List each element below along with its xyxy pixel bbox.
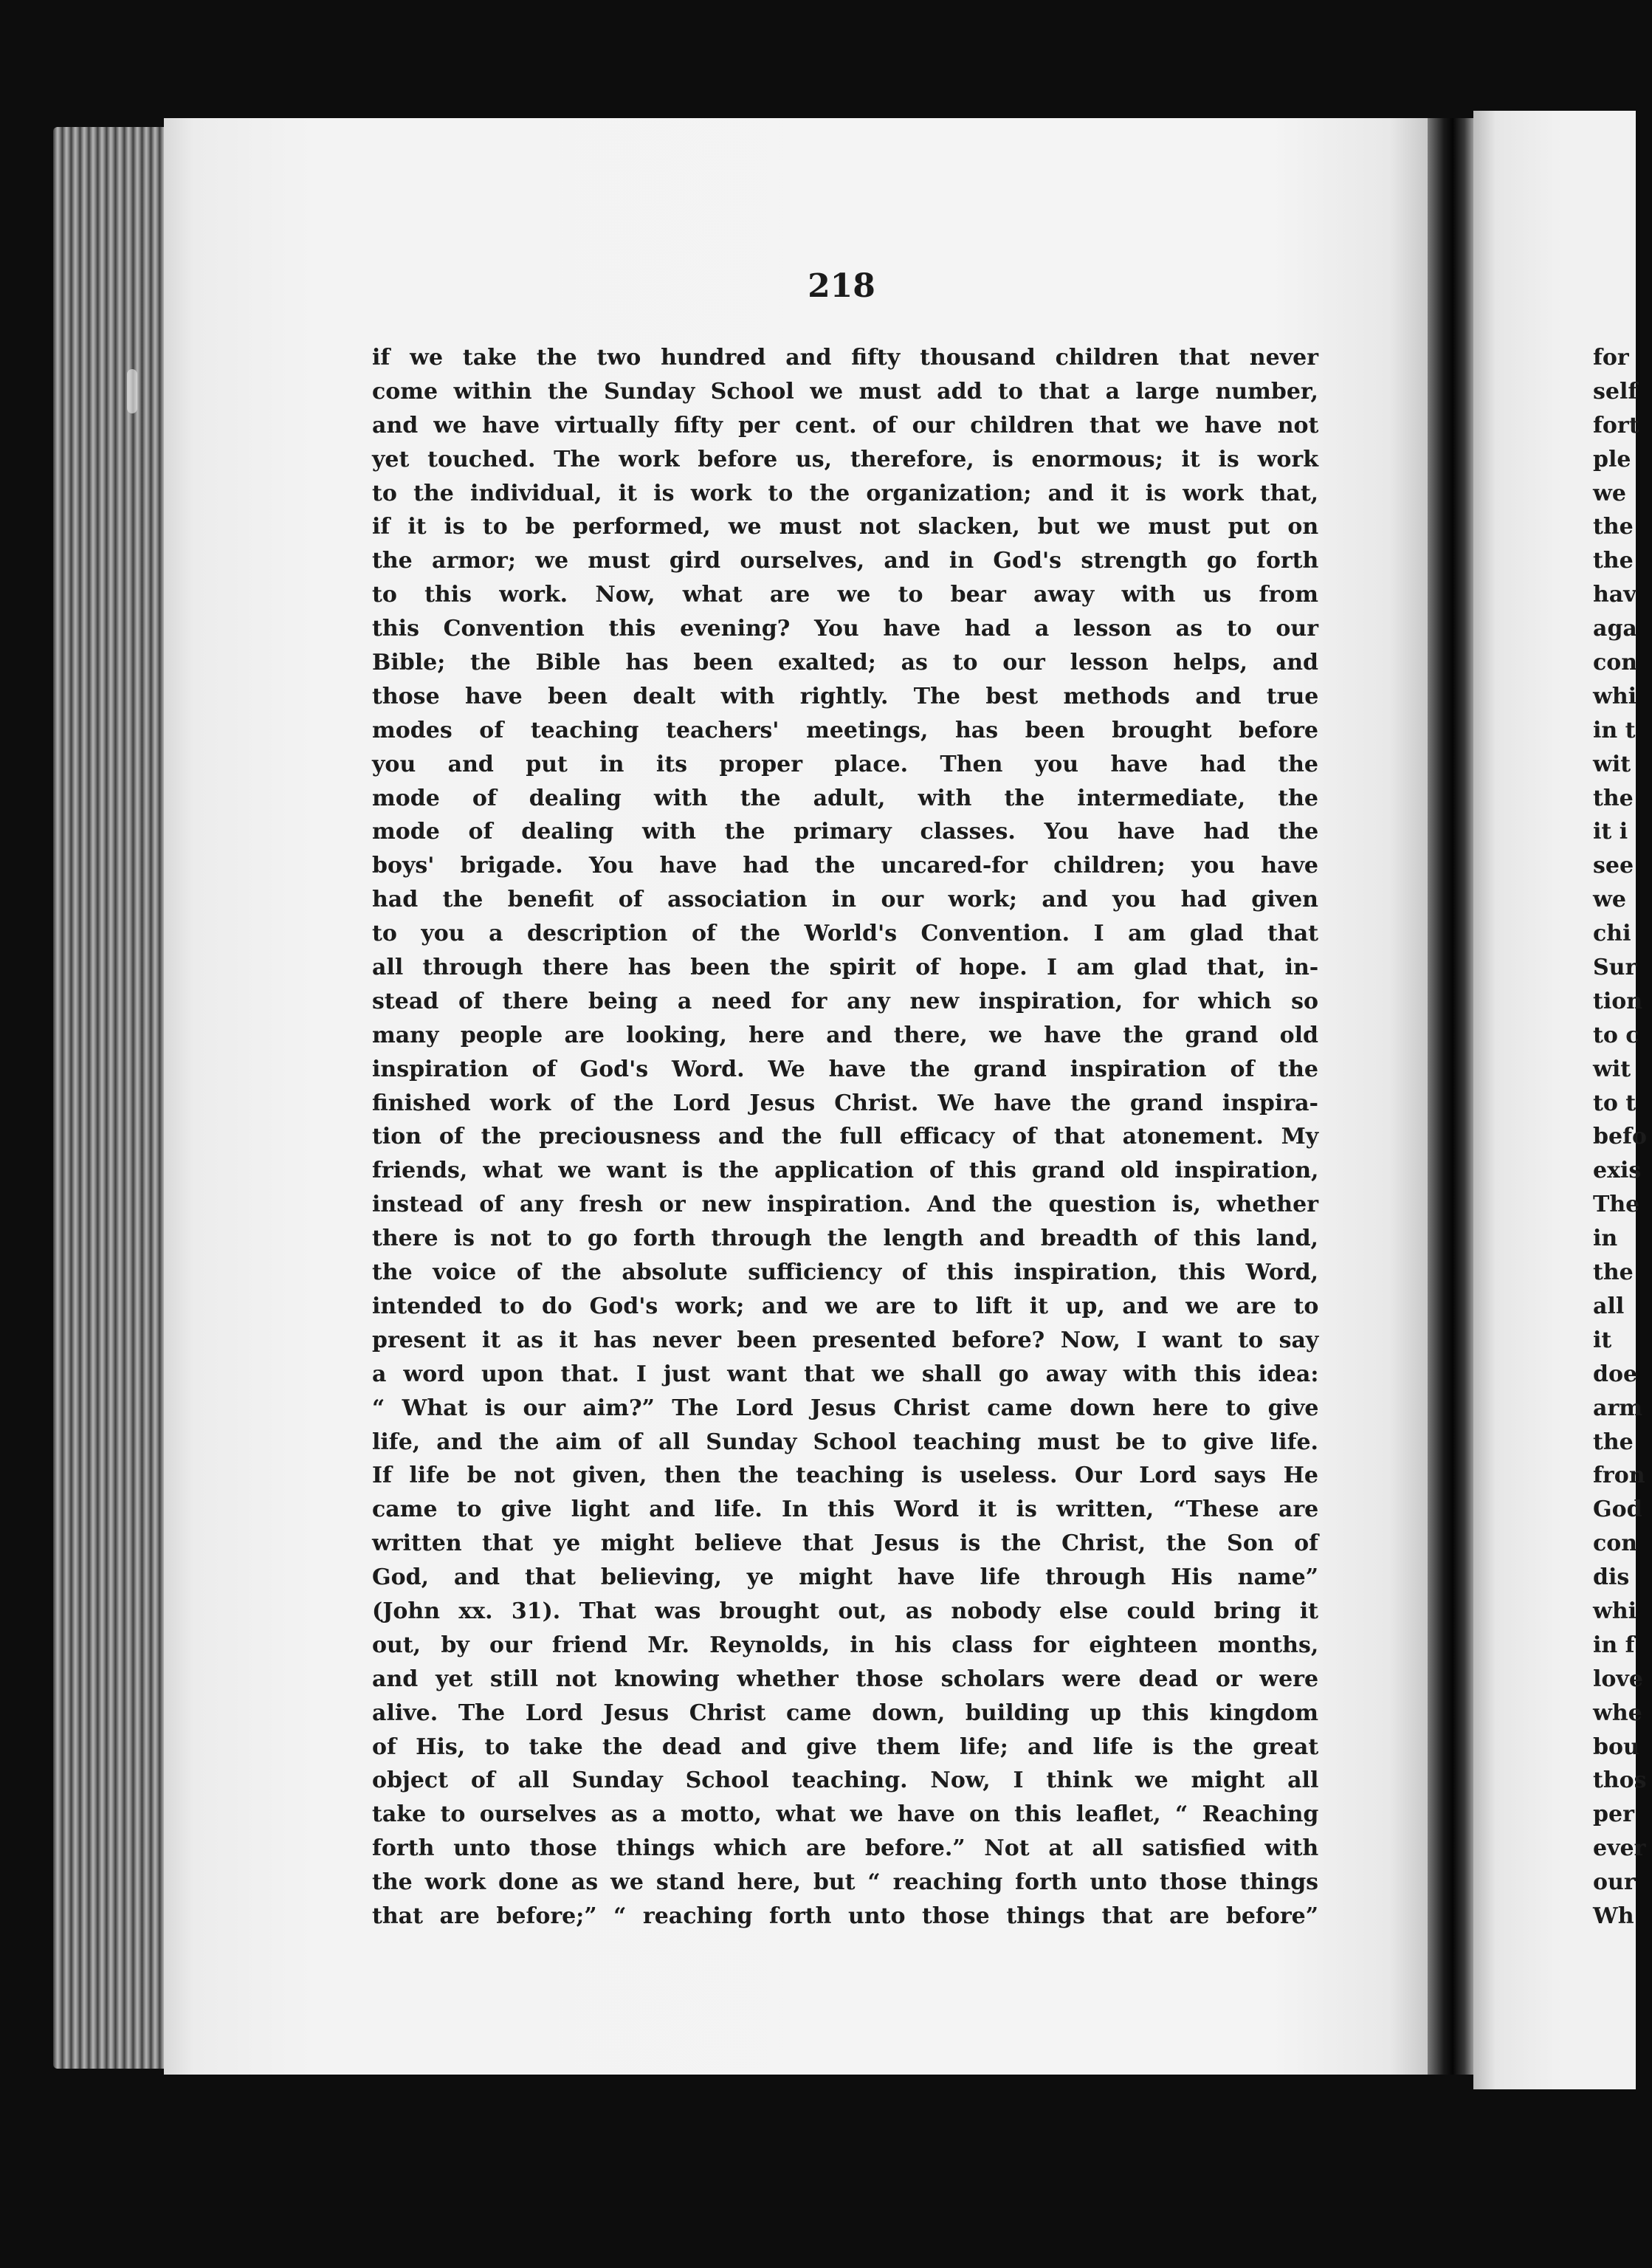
page-number: 218 xyxy=(808,267,875,305)
text-line: the armor; we must gird ourselves, and in God's strength go forth xyxy=(372,548,1319,574)
text-line: to the individual, it is work to the organization; and it is work that, xyxy=(372,480,1319,506)
facing-page-fragment: the xyxy=(1593,548,1634,574)
facing-page-fragment: the xyxy=(1593,514,1634,540)
text-line: Bible; the Bible has been exalted; as to our lesson helps, and xyxy=(372,650,1318,676)
facing-page-fragment: the xyxy=(1593,1260,1634,1286)
facing-page-fragment: fron xyxy=(1593,1463,1645,1489)
text-line: and we have virtually fifty per cent. of our children that we have not xyxy=(372,412,1319,439)
text-line: if we take the two hundred and fifty thousand children that never xyxy=(372,345,1318,371)
text-line: the work done as we stand here, but “ reaching forth unto those things xyxy=(372,1869,1319,1896)
binding-mark xyxy=(127,369,137,413)
text-line: finished work of the Lord Jesus Christ. We have the grand inspira- xyxy=(372,1090,1318,1116)
facing-page-fragment: hav xyxy=(1593,582,1636,608)
facing-page-fragment: aga xyxy=(1593,616,1637,642)
facing-page-fragment: in t xyxy=(1593,717,1636,743)
facing-page-fragment: it xyxy=(1593,1327,1612,1353)
facing-page-fragment: we xyxy=(1593,887,1626,913)
facing-page-fragment: self xyxy=(1593,378,1638,405)
facing-page-fragment: whi xyxy=(1593,683,1637,709)
text-line: to you a description of the World's Convention. I am glad that xyxy=(372,921,1318,947)
text-line: mode of dealing with the adult, with the intermediate, the xyxy=(372,785,1318,811)
facing-page-fragment: whe xyxy=(1593,1700,1642,1726)
text-line: come within the Sunday School we must add to that a large number, xyxy=(372,378,1318,405)
facing-page-fragment: wit xyxy=(1593,1056,1631,1082)
facing-page-fragment: chi xyxy=(1593,921,1631,947)
facing-page-fragment: in xyxy=(1593,1226,1618,1252)
facing-page-fragment: in f xyxy=(1593,1632,1635,1658)
facing-page-fragment: wit xyxy=(1593,751,1631,777)
text-line: there is not to go forth through the length and breadth of this land, xyxy=(372,1226,1318,1252)
facing-page-fragment: to t xyxy=(1593,1090,1636,1116)
text-line: (John xx. 31). That was brought out, as nobody else could bring it xyxy=(372,1598,1318,1624)
facing-page-fragment: exis xyxy=(1593,1158,1642,1184)
text-line: friends, what we want is the application of this grand old inspiration, xyxy=(372,1158,1319,1184)
facing-page-fragment: our xyxy=(1593,1869,1636,1896)
text-line: that are before;” “ reaching forth unto those things that are before” xyxy=(372,1903,1318,1929)
text-line: a word upon that. I just want that we shall go away with this idea: xyxy=(372,1361,1319,1387)
text-line: and yet still not knowing whether those scholars were dead or were xyxy=(372,1666,1319,1692)
text-line: stead of there being a need for any new inspiration, for which so xyxy=(372,988,1318,1014)
facing-page-fragment: the xyxy=(1593,785,1634,811)
facing-page-fragment: ple xyxy=(1593,446,1631,472)
text-line: present it as it has never been presented before? Now, I want to say xyxy=(372,1327,1319,1353)
text-line: those have been dealt with rightly. The best methods and true xyxy=(372,683,1319,709)
facing-page-fragment: love xyxy=(1593,1666,1643,1692)
text-line: mode of dealing with the primary classes. You have had the xyxy=(372,819,1319,845)
text-line: “ What is our aim?” The Lord Jesus Christ came down here to give xyxy=(372,1395,1319,1421)
text-line: came to give light and life. In this Word it is written, “These are xyxy=(372,1496,1319,1523)
facing-page-fragment: befo xyxy=(1593,1124,1647,1150)
text-line: God, and that believing, ye might have life through His name” xyxy=(372,1564,1318,1591)
facing-page-fragment: Wh xyxy=(1593,1903,1634,1929)
facing-page-fragment: arm xyxy=(1593,1395,1642,1421)
text-line: object of all Sunday School teaching. Now, I think we might all xyxy=(372,1767,1319,1794)
facing-page-fragment: dis xyxy=(1593,1564,1630,1591)
facing-page-fragment: The xyxy=(1593,1192,1640,1218)
text-line: alive. The Lord Jesus Christ came down, building up this kingdom xyxy=(372,1700,1319,1726)
text-line: life, and the aim of all Sunday School teaching must be to give life. xyxy=(372,1429,1319,1455)
facing-page-fragment: con xyxy=(1593,650,1638,676)
text-line: tion of the preciousness and the full efficacy of that atonement. My xyxy=(372,1124,1319,1150)
facing-page-fragment: the xyxy=(1593,1429,1634,1455)
text-line: boys' brigade. You have had the uncared-for children; you have xyxy=(372,853,1318,879)
facing-page-fragment: God xyxy=(1593,1496,1642,1523)
text-line: written that ye might believe that Jesus is the Christ, the Son of xyxy=(372,1530,1318,1557)
facing-page-fragment: con xyxy=(1593,1530,1638,1557)
text-line: if it is to be performed, we must not slacken, but we must put on xyxy=(372,514,1319,540)
text-line: take to ourselves as a motto, what we have on this leaflet, “ Reaching xyxy=(372,1801,1319,1828)
book-gutter xyxy=(1428,118,1473,2075)
text-line: to this work. Now, what are we to bear away with us from xyxy=(372,582,1318,608)
text-line: intended to do God's work; and we are to lift it up, and we are to xyxy=(372,1293,1319,1319)
text-line: yet touched. The work before us, therefore, is enormous; it is work xyxy=(372,446,1318,472)
text-line: instead of any fresh or new inspiration. And the question is, whether xyxy=(372,1192,1318,1218)
facing-page-fragment: to c xyxy=(1593,1022,1639,1048)
page-stack-edge xyxy=(53,127,164,2069)
text-line: had the benefit of association in our work; and you had given xyxy=(372,887,1318,913)
facing-page-fragment: fort xyxy=(1593,412,1639,439)
page-body-text xyxy=(372,341,1318,1934)
facing-page-fragment: whi xyxy=(1593,1598,1637,1624)
facing-page-fragment: all xyxy=(1593,1293,1625,1319)
facing-page-fragment: it i xyxy=(1593,819,1628,845)
text-line: all through there has been the spirit of hope. I am glad that, in- xyxy=(372,955,1319,981)
text-line: this Convention this evening? You have had a lesson as to our xyxy=(372,616,1319,642)
text-line: inspiration of God's Word. We have the grand inspiration of the xyxy=(372,1056,1318,1082)
text-line: the voice of the absolute sufficiency of this inspiration, this Word, xyxy=(372,1260,1319,1286)
text-line: If life be not given, then the teaching is useless. Our Lord says He xyxy=(372,1463,1318,1489)
facing-page-fragment: doe xyxy=(1593,1361,1638,1387)
text-line: of His, to take the dead and give them life; and life is the great xyxy=(372,1733,1319,1760)
facing-page-fragment: thos xyxy=(1593,1767,1647,1794)
text-line: forth unto those things which are before.” Not at all satisfied with xyxy=(372,1835,1319,1862)
text-line: modes of teaching teachers' meetings, has been brought before xyxy=(372,717,1318,743)
text-line: out, by our friend Mr. Reynolds, in his class for eighteen months, xyxy=(372,1632,1319,1658)
facing-page-fragment: bou xyxy=(1593,1733,1639,1760)
facing-page-fragment: Sur xyxy=(1593,955,1637,981)
facing-page-fragment: we xyxy=(1593,480,1626,506)
facing-page-fragment: ever xyxy=(1593,1835,1646,1862)
text-line: many people are looking, here and there, we have the grand old xyxy=(372,1022,1318,1048)
facing-page-fragment: for xyxy=(1593,345,1629,371)
facing-page-text-fragments xyxy=(1593,341,1652,1934)
text-line: you and put in its proper place. Then you have had the xyxy=(372,751,1318,777)
facing-page-fragment: tion xyxy=(1593,988,1643,1014)
facing-page-fragment: per xyxy=(1593,1801,1634,1828)
facing-page-fragment: see xyxy=(1593,853,1634,879)
